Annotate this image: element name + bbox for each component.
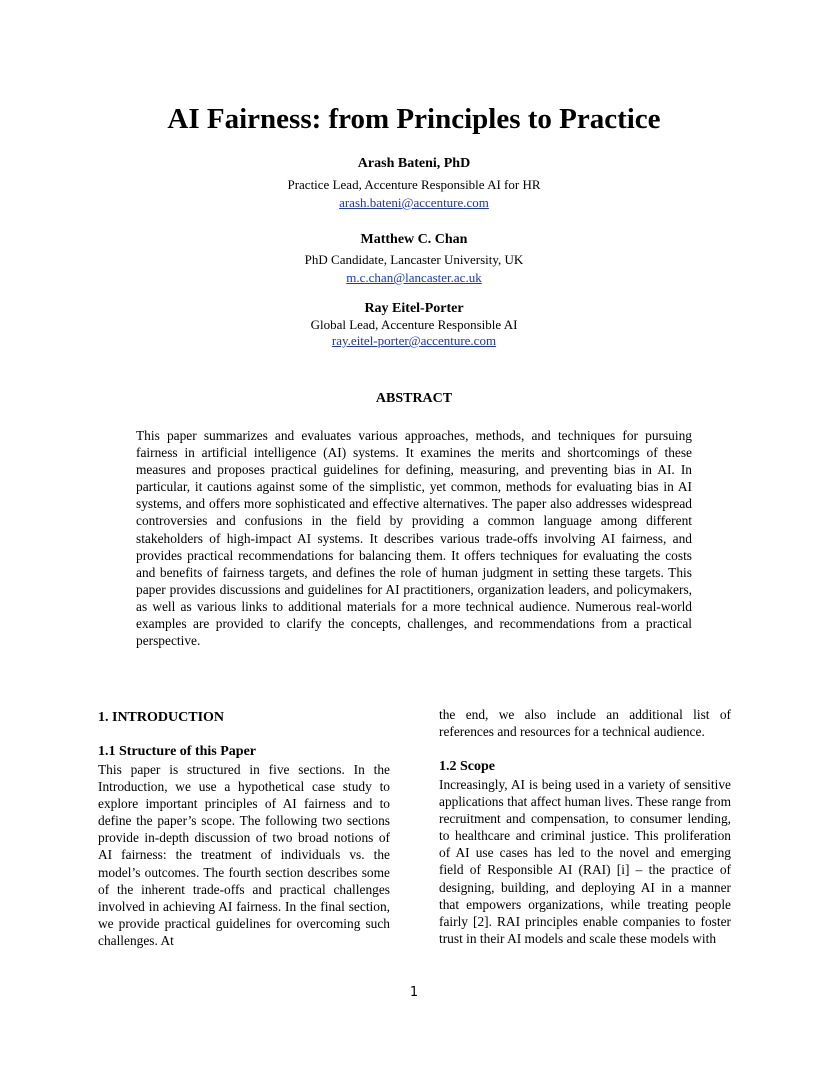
page-number: 1 — [409, 985, 419, 1000]
author-affiliation: PhD Candidate, Lancaster University, UK — [304, 252, 524, 267]
author-email-link[interactable]: m.c.chan@lancaster.ac.uk — [346, 270, 482, 285]
section-heading-introduction: 1. INTRODUCTION — [98, 710, 225, 725]
author-name: Arash Bateni, PhD — [357, 156, 471, 171]
author-name: Ray Eitel-Porter — [364, 301, 464, 316]
author-email-link[interactable]: arash.bateni@accenture.com — [339, 195, 489, 210]
paragraph-structure: This paper is structured in five sections. In the Introduction, we use a hypothetical case study to explore important principles of AI fairness and to define the paper’s scope. The following two sections provide in-depth discussion of two broad notions of AI fairness: the treatment of individuals vs. the model’s outcomes. The fourth section describes some of the inherent trade-offs and practical challenges involved in achieving AI fairness. In the final section, we provide practical guidelines for overcoming such challenges. At — [98, 762, 390, 948]
author-affiliation: Practice Lead, Accenture Responsible AI for HR — [287, 177, 541, 192]
left-column — [98, 761, 390, 949]
author-email-link[interactable]: ray.eitel-porter@accenture.com — [331, 333, 497, 348]
paper-title: AI Fairness: from Principles to Practice — [167, 103, 661, 135]
subsection-heading-structure: 1.1 Structure of this Paper — [98, 744, 256, 759]
paragraph-scope: Increasingly, AI is being used in a variety of sensitive applications that affect human lives. These range from recruitment and compensation, to consumer lending, to healthcare and criminal justice. This proliferation of AI use cases has led to the novel and emerging field of Responsible AI (RAI) [i] – the practice of designing, building, and deploying AI in a manner that empowers organizations, while treating people fairly [2]. RAI principles enable companies to foster trust in their AI models and scale these models with — [439, 777, 731, 946]
paragraph-continuation: the end, we also include an additional list of references and resources for a technical audience. — [439, 707, 731, 740]
subsection-heading-scope: 1.2 Scope — [439, 759, 495, 774]
author-affiliation: Global Lead, Accenture Responsible AI — [310, 317, 518, 332]
right-column-continuation — [439, 706, 731, 740]
abstract-text: This paper summarizes and evaluates various approaches, methods, and techniques for pursuing fairness in artificial intelligence (AI) systems. It examines the merits and shortcomings of these measures and proposes practical guidelines for defining, measuring, and preventing bias in AI. In particular, it cautions against some of the simplistic, yet common, methods for evaluating bias in AI systems, and offers more sophisticated and effective alternatives. The paper also addresses widespread controversies and confusions in the field by providing a common language among different stakeholders of high-impact AI systems. It describes various trade-offs involving AI fairness, and provides practical recommendations for balancing them. It offers techniques for evaluating the costs and benefits of fairness targets, and defines the role of human judgment in setting these targets. This paper provides discussions and guidelines for AI practitioners, organization leaders, and policymakers, as well as various links to additional materials for a more technical audience. Numerous real-world examples are provided to clarify the concepts, challenges, and recommendations from a practical perspective. — [136, 428, 692, 649]
right-column — [439, 776, 731, 947]
author-name: Matthew C. Chan — [360, 232, 468, 247]
abstract-heading: ABSTRACT — [375, 391, 453, 406]
